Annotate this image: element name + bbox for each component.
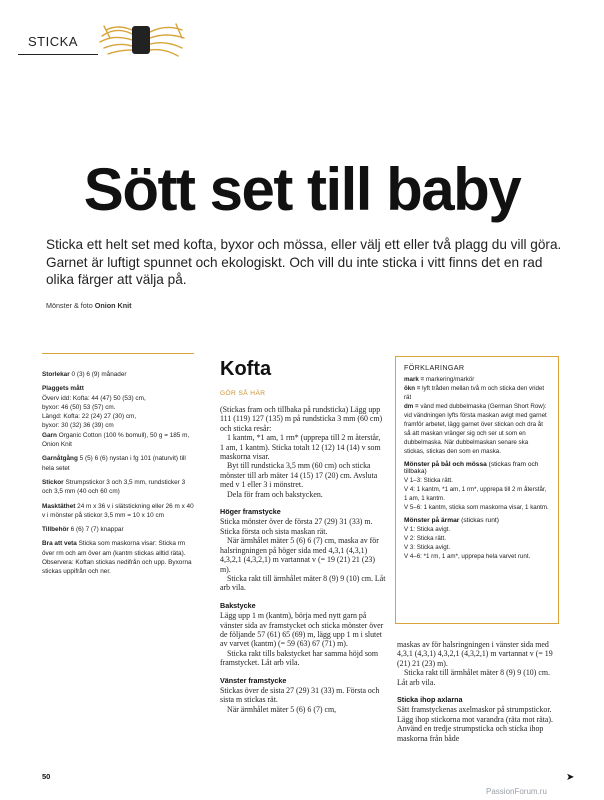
how-to-subheading: GÖR SÅ HÄR — [220, 390, 266, 397]
spec-entry — [42, 454, 194, 473]
pattern-heading-text: Mönster på bål och mössa — [404, 461, 487, 468]
spec-entry — [42, 384, 194, 393]
header-rule — [18, 54, 98, 55]
instruction-paragraph: (Stickas fram och tillbaka på rundsticka) Lägg upp 111 (119) 127 (135) m på rundsticka 3 mm (60 cm) och sticka resår: — [220, 405, 383, 433]
legend-box — [395, 356, 559, 624]
instruction-paragraph: När ärmhålet mäter 5 (6) 6 (7) cm, maska av för halsringningen på höger sida med 4,3,1 (4,3,1) 4,3,2,1 (4,3,2,1) m vartannat v (= 19 (21) 21 (23) m). — [220, 536, 379, 574]
term-definition: markering/markör — [424, 376, 475, 383]
article-title: Sött set till baby — [83, 156, 521, 223]
spec-label: Stickor — [42, 478, 64, 486]
spec-text: 24 m x 36 v i slätstickning eller 26 m x 40 v i mönster på stickor 3,5 mm = 10 x 10 cm — [42, 502, 194, 519]
section-tag: STICKA — [28, 34, 78, 49]
kofta-instructions — [220, 405, 386, 714]
pattern-row: V 2: Sticka rätt. — [404, 535, 446, 542]
instruction-paragraph: Sticka rakt till ärmhålet mäter 8 (9) 9 (10) cm. Låt arb vila. — [397, 668, 550, 687]
watermark: PassionForum.ru — [486, 787, 547, 796]
spec-text: 5 (5) 6 (6) nystan i fg 101 (naturvit) till hela setet — [42, 455, 186, 472]
pattern-heading-note: (stickas runt) — [459, 517, 499, 524]
spec-entry — [42, 394, 194, 403]
pattern-row: V 4–6: *1 rm, 1 am*, upprepa hela varvet runt. — [404, 553, 531, 560]
instruction-paragraph: Sticka mönster över de första 27 (29) 31 (33) m. Sticka första och sista maskan rät. — [220, 517, 373, 536]
pattern-row: V 1–3: Sticka rätt. — [404, 477, 453, 484]
credit-line — [46, 301, 131, 310]
instruction-paragraph: Sätt framstyckenas axelmaskor på strumpstickor. Lägg ihop stickorna mot varandra (räta mot räta). Använd en tredje strumpsticka och sticka ihop maskorna från både — [397, 705, 553, 743]
instruction-paragraph: Lägg upp 1 m (kantm), börja med nytt garn på vänster sida av framstycket och sticka mönster över de följande 57 (61) 65 (69) m, lägg upp 1 m i slutet av varvet (kantm) (= 59 (63) 67 (71) m). — [220, 611, 384, 649]
instruction-paragraph: Byt till rundsticka 3,5 mm (60 cm) och sticka mönster till arb mäter 14 (15) 17 (20) cm. Avsluta med v 1 eller 3 i mönstret. — [220, 461, 378, 490]
spec-entry — [42, 502, 194, 521]
section-heading: Bakstycke — [220, 600, 256, 610]
spec-label: Bra att veta — [42, 540, 77, 548]
pattern-heading — [404, 517, 550, 524]
pattern-row: V 5–6: 1 kantm, sticka som maskorna visar, 1 kantm. — [404, 504, 549, 511]
spec-label: Garnåtgång — [42, 455, 78, 463]
pattern-heading-note: (stickas fram och tillbaka) — [404, 461, 539, 475]
spec-text: Organic Cotton (100 % bomull), 50 g = 185 m, Onion Knit — [42, 431, 190, 449]
spec-text: Överv idd: Kofta: 44 (47) 50 (53) cm, — [42, 394, 146, 402]
spec-entry — [42, 525, 194, 534]
term-name: mark = — [404, 376, 425, 383]
page-number: 50 — [42, 772, 51, 781]
spec-entry — [42, 412, 194, 421]
spec-label: Storlekar — [42, 371, 70, 378]
continued-instructions — [397, 640, 561, 743]
instruction-paragraph: Sticka rakt tills bakstycket har samma höjd som framstycket. Låt arb vila. — [220, 648, 378, 668]
continue-arrow-icon: ➤ — [566, 772, 575, 783]
term-name: ökn = — [404, 385, 421, 392]
legend-term — [404, 402, 550, 456]
specs-column — [42, 353, 194, 582]
legend-groups — [404, 461, 550, 561]
legend-term — [404, 375, 550, 384]
spec-text: byxor: 46 (50) 53 (57) cm. — [42, 403, 116, 411]
term-name: dm = — [404, 403, 419, 410]
kofta-heading: Kofta — [220, 358, 272, 380]
spec-text: Sticka som maskorna visar: Sticka rm över rm och am över am (kantm stickas alltid räta). Observera: Koftan stickas nedifrån och upp. Byxorna stickas uppifrån och ner. — [42, 540, 192, 576]
pattern-row: V 4: 1 kantm, *1 am, 1 rm*, upprepa till 2 m återstår, 1 am, 1 kantm. — [404, 486, 547, 502]
legend-title: FÖRKLARINGAR — [404, 363, 465, 372]
term-definition: vänd med dubbelmaska (German Short Row): vid vändningen lyfts första maskan avigt med garnet framför arbetet, lägg garnet över stickan och dra åt så att maskan vränger sig och ser ut som en dubbelmaska. När dubbelmaskan senare ska stickas, stickas den som en maska. — [404, 403, 547, 455]
pattern-heading-text: Mönster på ärmar — [404, 517, 460, 524]
spec-text: Strumpstickor 3 och 3,5 mm, rundsticker 3 och 3,5 mm (40 och 60 cm) — [42, 478, 186, 496]
section-heading: Höger framstycke — [220, 507, 281, 517]
term-definition: lyft tråden mellan två m och sticka den vridet rät — [404, 385, 545, 401]
spec-text: Längd: Kofta: 22 (24) 27 (30) cm, — [42, 413, 137, 421]
spec-entry — [42, 403, 194, 412]
spec-text: byxor: 30 (32) 36 (39) cm — [42, 422, 114, 430]
instruction-paragraph: Dela för fram och bakstycken. — [227, 489, 323, 499]
spec-label: Tillbehör — [42, 526, 69, 534]
pattern-heading — [404, 461, 550, 475]
instruction-paragraph: maskas av för halsringningen i vänster sida med 4,3,1 (4,3,1) 4,3,2,1 (4,3,2,1) m vartannat v (= 19 (21) 21 (23) m). — [397, 640, 553, 668]
instruction-paragraph: Sticka rakt till ärmhålet mäter 8 (9) 9 (10) cm. Låt arb vila. — [220, 573, 386, 593]
spec-entry — [42, 478, 194, 497]
spec-label: Masktäthet — [42, 502, 76, 510]
pattern-row: V 3: Sticka avigt. — [404, 544, 451, 551]
spec-entry — [42, 431, 194, 450]
instruction-paragraph: När ärmhålet mäter 5 (6) 6 (7) cm, — [227, 704, 337, 714]
credit-prefix: Mönster & foto — [46, 301, 93, 310]
credit-author: Onion Knit — [94, 301, 132, 310]
spec-label: Plaggets mått — [42, 385, 84, 393]
instruction-paragraph: Stickas över de sista 27 (29) 31 (33) m. Första och sista m stickas rät. — [220, 685, 380, 705]
spec-text: 0 (3) 6 (9) månader — [69, 371, 127, 378]
spec-entry — [42, 539, 194, 576]
section-heading: Sticka ihop axlarna — [397, 695, 463, 705]
spec-entry — [42, 421, 194, 430]
spec-entry — [42, 370, 194, 379]
instruction-paragraph: 1 kantm, *1 am, 1 rm* (upprepa till 2 m återstår, 1 am, 1 kantm). Sticka totalt 12 (12) 14 (14) v som maskorna visar. — [220, 433, 381, 462]
pattern-row: V 1: Sticka avigt. — [404, 526, 451, 533]
article-intro: Sticka ett helt set med kofta, byxor och mössa, eller välj ett eller två plagg du vill göra. Garnet är luftigt spunnet och ekologiskt. Och vill du inte sticka i vitt finns det en rad olika färger att välja på. — [46, 237, 562, 287]
yarn-skein-icon — [96, 16, 186, 66]
section-heading: Vänster framstycke — [220, 675, 287, 685]
spec-text: 6 (6) 7 (7) knappar — [68, 526, 124, 534]
legend-terms — [404, 375, 550, 456]
legend-term — [404, 384, 550, 402]
spec-label: Garn — [42, 431, 57, 439]
